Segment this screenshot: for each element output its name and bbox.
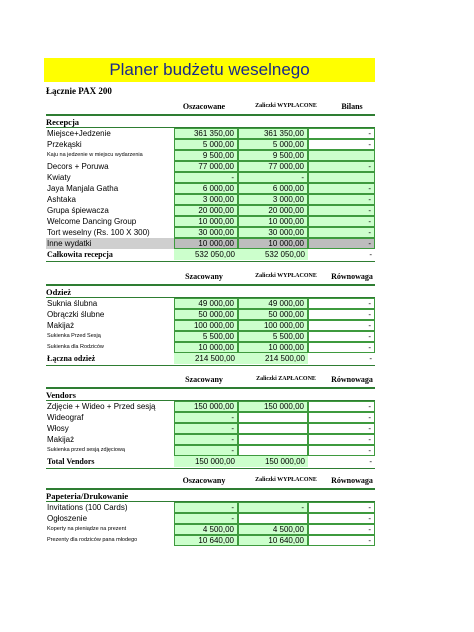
cell-estimated[interactable]: - [174, 423, 238, 434]
table-row [46, 172, 375, 183]
row-label: Miejsce+Jedzenie [47, 129, 111, 138]
cell-balance[interactable]: - [308, 412, 375, 423]
total-estimated[interactable]: 214 500,00 [174, 353, 238, 364]
total-estimated[interactable]: 532 050,00 [174, 249, 238, 260]
cell-paid[interactable]: 6 000,00 [238, 183, 308, 194]
cell-paid[interactable]: 5 500,00 [238, 331, 308, 342]
row-label: Przekąski [47, 140, 82, 149]
cell-paid[interactable]: 10 000,00 [238, 216, 308, 227]
cell-estimated[interactable]: 50 000,00 [174, 309, 238, 320]
row-label: Decors + Poruwa [47, 162, 109, 171]
divider [46, 261, 375, 262]
cell-balance[interactable]: - [308, 128, 375, 139]
column-headers [46, 102, 375, 114]
cell-paid[interactable]: 10 000,00 [238, 238, 308, 249]
total-paid[interactable]: 214 500,00 [238, 353, 308, 364]
cell-paid[interactable]: 10 640,00 [238, 535, 308, 546]
section-title: Odzież [46, 286, 375, 298]
section-papeteria [46, 476, 375, 546]
table-row [46, 216, 375, 227]
table-row [46, 128, 375, 139]
section-recepcja [46, 102, 375, 262]
table-row [46, 194, 375, 205]
cell-balance[interactable]: - [308, 183, 375, 194]
row-label: Grupa śpiewacza [47, 206, 109, 215]
row-label: Wideograf [47, 413, 84, 422]
total-row [46, 456, 375, 468]
cell-balance[interactable]: - [308, 423, 375, 434]
table-row [46, 150, 375, 161]
cell-balance[interactable]: - [308, 309, 375, 320]
cell-balance[interactable]: - [308, 331, 375, 342]
cell-estimated[interactable]: 100 000,00 [174, 320, 238, 331]
cell-balance[interactable]: - [308, 524, 375, 535]
table-row [46, 227, 375, 238]
header-paid: Zaliczki ZAPŁACONE [256, 376, 316, 382]
table-row [46, 298, 375, 309]
cell-estimated[interactable]: 361 350,00 [174, 128, 238, 139]
table-row [46, 183, 375, 194]
cell-balance[interactable]: - [308, 238, 375, 249]
row-label: Sukienka przed sesją zdjęciową [47, 447, 125, 453]
total-balance[interactable]: - [369, 457, 372, 466]
table-row [46, 513, 375, 524]
header-paid: Zaliczki WYPŁACONE [255, 273, 317, 279]
cell-balance[interactable]: - [308, 502, 375, 513]
cell-estimated[interactable]: 6 000,00 [174, 183, 238, 194]
row-label: Makijaż [47, 435, 75, 444]
total-label: Łączna odzież [47, 354, 96, 363]
cell-estimated[interactable]: 5 000,00 [174, 139, 238, 150]
total-balance[interactable]: - [369, 354, 372, 363]
table-row [46, 502, 375, 513]
divider [46, 365, 375, 366]
table-row [46, 331, 375, 342]
section-title: Vendors [46, 389, 375, 401]
column-headers [46, 272, 375, 284]
table-row [46, 524, 375, 535]
cell-balance[interactable]: - [308, 445, 375, 456]
header-estimated: Oszacowany [182, 476, 226, 485]
table-row [46, 412, 375, 423]
header-balance: Równowaga [331, 272, 373, 281]
row-label: Ogłoszenie [47, 514, 88, 523]
row-label: Kaju na jedzenie w miejscu wydarzenia [47, 152, 143, 158]
cell-estimated[interactable]: - [174, 445, 238, 456]
header-estimated: Oszacowane [182, 102, 226, 111]
table-row [46, 205, 375, 216]
row-label: Sukienka Przed Sesją [47, 333, 101, 339]
table-row-selected [46, 238, 375, 249]
cell-paid[interactable]: 77 000,00 [238, 161, 308, 172]
table-row [46, 423, 375, 434]
cell-estimated[interactable]: 150 000,00 [174, 401, 238, 412]
header-balance: Równowaga [331, 375, 373, 384]
pax-label: Łącznie PAX 200 [46, 86, 112, 96]
cell-paid[interactable]: 3 000,00 [238, 194, 308, 205]
section-title: Recepcja [46, 116, 375, 128]
cell-paid[interactable]: 361 350,00 [238, 128, 308, 139]
section-vendors [46, 375, 375, 469]
cell-estimated[interactable]: 3 000,00 [174, 194, 238, 205]
cell-balance[interactable]: - [308, 216, 375, 227]
row-label: Jaya Manjala Gatha [47, 184, 119, 193]
cell-paid[interactable] [238, 423, 308, 434]
header-balance: Równowaga [331, 476, 373, 485]
row-label: Makijaż [47, 321, 75, 330]
table-row [46, 309, 375, 320]
cell-estimated[interactable]: 10 640,00 [174, 535, 238, 546]
cell-paid[interactable]: 20 000,00 [238, 205, 308, 216]
cell-paid[interactable]: 150 000,00 [238, 401, 308, 412]
cell-paid[interactable] [238, 412, 308, 423]
cell-estimated[interactable]: - [174, 434, 238, 445]
total-estimated[interactable]: 150 000,00 [174, 456, 238, 467]
cell-balance[interactable]: - [308, 161, 375, 172]
cell-estimated[interactable]: 10 000,00 [174, 238, 238, 249]
table-row [46, 434, 375, 445]
cell-balance[interactable]: - [308, 194, 375, 205]
total-label: Całkowita recepcja [47, 250, 113, 259]
cell-estimated[interactable]: - [174, 412, 238, 423]
header-paid: Zaliczki WYPŁACONE [255, 477, 317, 483]
cell-paid[interactable]: 4 500,00 [238, 524, 308, 535]
header-paid: Zaliczki WYPŁACONE [255, 103, 317, 109]
cell-estimated[interactable]: 10 000,00 [174, 342, 238, 353]
total-row [46, 353, 375, 365]
total-label: Total Vendors [47, 457, 95, 466]
row-label: Zdjęcie + Wideo + Przed sesją [47, 402, 156, 411]
cell-estimated[interactable]: 9 500,00 [174, 150, 238, 161]
table-row [46, 161, 375, 172]
cell-balance[interactable]: - [308, 227, 375, 238]
cell-paid[interactable]: - [238, 502, 308, 513]
cell-balance[interactable]: - [308, 401, 375, 412]
cell-paid[interactable] [238, 513, 308, 524]
table-row [46, 401, 375, 412]
cell-paid[interactable]: 9 500,00 [238, 150, 308, 161]
cell-paid[interactable]: 50 000,00 [238, 309, 308, 320]
cell-estimated[interactable]: 4 500,00 [174, 524, 238, 535]
total-row [46, 249, 375, 261]
header-estimated: Szacowany [185, 375, 223, 384]
total-paid[interactable]: 150 000,00 [238, 456, 308, 467]
row-label: Welcome Dancing Group [47, 217, 137, 226]
cell-estimated[interactable]: 5 500,00 [174, 331, 238, 342]
cell-paid[interactable]: 5 000,00 [238, 139, 308, 150]
cell-paid[interactable]: 49 000,00 [238, 298, 308, 309]
cell-paid[interactable]: 30 000,00 [238, 227, 308, 238]
column-headers [46, 476, 375, 488]
table-row [46, 139, 375, 150]
table-row [46, 320, 375, 331]
cell-balance[interactable]: - [308, 342, 375, 353]
cell-balance[interactable]: - [308, 535, 375, 546]
page-title: Planer budżetu weselnego [44, 58, 375, 82]
cell-balance[interactable]: - [308, 320, 375, 331]
cell-paid[interactable] [238, 434, 308, 445]
row-label: Ashtaka [47, 195, 76, 204]
cell-paid[interactable]: - [238, 172, 308, 183]
table-row [46, 342, 375, 353]
cell-balance[interactable] [308, 172, 375, 183]
row-label: Invitations (100 Cards) [47, 503, 128, 512]
total-paid[interactable]: 532 050,00 [238, 249, 308, 260]
cell-balance[interactable]: - [308, 205, 375, 216]
row-label: Koperty na pieniądze na prezent [47, 526, 127, 532]
row-label: Prezenty dla rodziców pana młodego [47, 537, 138, 543]
cell-estimated[interactable]: 10 000,00 [174, 216, 238, 227]
cell-estimated[interactable]: 30 000,00 [174, 227, 238, 238]
row-label: Tort weselny (Rs. 100 X 300) [47, 228, 150, 237]
row-label: Suknia ślubna [47, 299, 98, 308]
cell-estimated[interactable]: 20 000,00 [174, 205, 238, 216]
row-label: Włosy [47, 424, 69, 433]
header-balance: Bilans [341, 102, 363, 111]
divider [46, 468, 375, 469]
row-label: Obrączki ślubne [47, 310, 105, 319]
table-row [46, 535, 375, 546]
cell-balance[interactable]: - [308, 513, 375, 524]
cell-balance[interactable]: - [308, 434, 375, 445]
row-label: Kwiaty [47, 173, 71, 182]
cell-paid[interactable]: 10 000,00 [238, 342, 308, 353]
total-balance[interactable]: - [369, 250, 372, 259]
cell-estimated[interactable]: 77 000,00 [174, 161, 238, 172]
section-title: Papeteria/Drukowanie [46, 490, 375, 502]
section-odziez [46, 272, 375, 366]
cell-balance[interactable]: - [308, 139, 375, 150]
column-headers [46, 375, 375, 387]
cell-estimated[interactable]: - [174, 513, 238, 524]
cell-balance[interactable]: - [308, 298, 375, 309]
cell-balance[interactable] [308, 150, 375, 161]
row-label: Sukienka dla Rodziców [47, 344, 104, 350]
cell-paid[interactable]: 100 000,00 [238, 320, 308, 331]
cell-estimated[interactable]: - [174, 172, 238, 183]
cell-paid[interactable] [238, 445, 308, 456]
cell-estimated[interactable]: 49 000,00 [174, 298, 238, 309]
table-row [46, 445, 375, 456]
header-estimated: Szacowany [185, 272, 223, 281]
row-label: Inne wydatki [47, 239, 92, 248]
cell-estimated[interactable]: - [174, 502, 238, 513]
